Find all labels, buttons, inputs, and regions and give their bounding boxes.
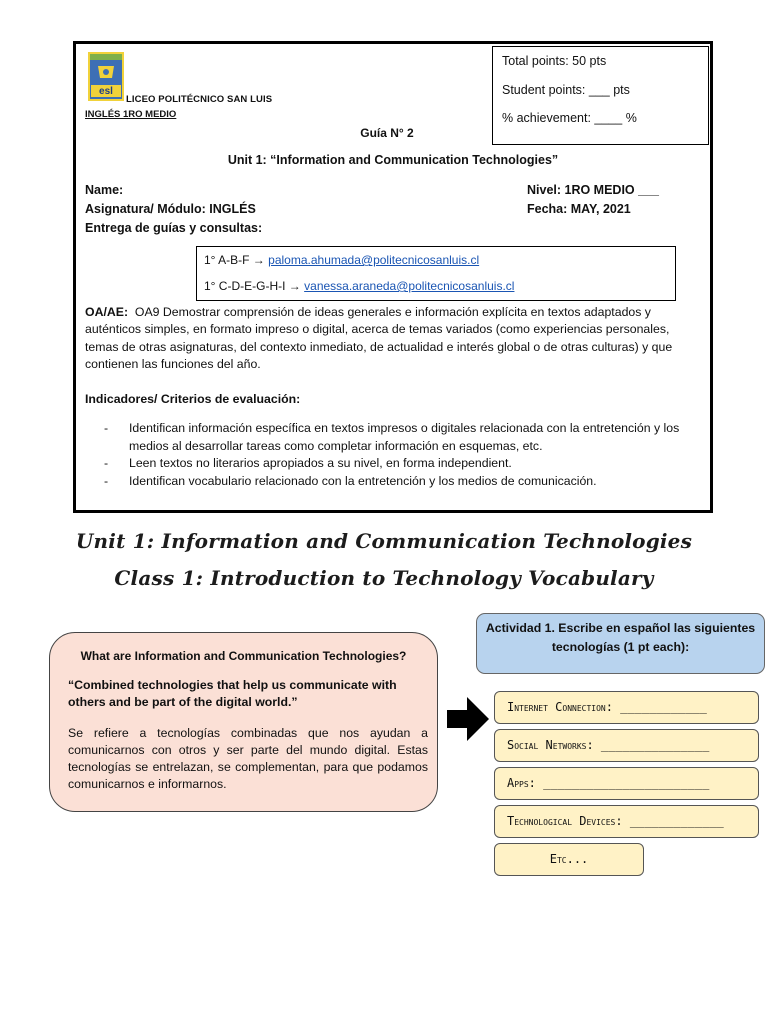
subject-field: Asignatura/ Módulo: INGLÉS [85,202,256,216]
unit-heading: Unit 1: “Information and Communication Technologies” [227,153,559,167]
email-link-paloma[interactable]: paloma.ahumada@politecnicosanluis.cl [268,253,480,267]
unit-script-title: Unit 1: Information and Communication Technologies [75,529,693,553]
contact-row [204,279,514,293]
list-item: - Identifican información específica en textos impresos o digitales relacionada con la entretención y los medios al desarrollar tareas como completar información en esquemas, etc. [104,420,704,455]
contact-groups: 1° C-D-E-G-H-I → [204,279,301,293]
ict-question: What are Information and Communication Technologies? [80,649,407,663]
learning-objective [85,304,700,373]
contact-groups: 1° A-B-F → [204,253,265,267]
vocab-internet-connection: Internet Connection: ____________ [494,691,759,724]
arrow-right-icon [447,697,489,741]
email-link-vanessa[interactable]: vanessa.araneda@politecnicosanluis.cl [304,279,515,293]
level-field: Nivel: 1RO MEDIO ___ [527,183,659,197]
achievement-percent: % achievement: ____ % [502,111,637,125]
indicators-list [104,420,704,490]
date-field: Fecha: MAY, 2021 [527,202,631,216]
contact-row [204,253,479,267]
vocab-apps: Apps: _______________________ [494,767,759,800]
objective-label: OA/AE: [85,305,129,319]
delivery-field: Entrega de guías y consultas: [85,221,263,235]
ict-quote: “Combined technologies that help us communicate with others and be part of the digital world.” [68,678,397,709]
vocab-etc: Etc... [494,843,644,876]
name-field: Name: [85,183,124,197]
student-points: Student points: ___ pts [502,83,630,97]
ict-description: Se refiere a tecnologías combinadas que nos ayudan a comunicarnos con otros y ser parte del mundo digital. Estas tecnologías se entrelazan, se complementan, para que podamos comunicarnos e informarnos. [68,726,428,791]
objective-text: OA9 Demostrar comprensión de ideas generales e información explícita en textos adaptados y auténticos simples, en formato impreso o digital, acerca de temas variados (como experiencias personales, temas de otras asignaturas, del contexto inmediato, de actualidad e interés global o de otras culturas) y que contienen las funciones del año. [85,305,673,371]
class-script-title: Class 1: Introduction to Technology Vocabulary [114,566,654,590]
indicators-title: Indicadores/ Criterios de evaluación: [85,392,301,406]
list-item: - Leen textos no literarios apropiados a su nivel, en forma independient. [104,455,704,473]
total-points: Total points: 50 pts [502,54,607,68]
logo-text: esl [99,86,113,97]
course-name: INGLÉS 1RO MEDIO [85,109,177,120]
list-item: - Identifican vocabulario relacionado con la entretención y los medios de comunicación. [104,473,704,491]
vocab-technological-devices: Technological Devices: _____________ [494,805,759,838]
school-name: LICEO POLITÉCNICO SAN LUIS [126,94,273,105]
contacts-box [196,246,676,301]
vocab-social-networks: Social Networks: _______________ [494,729,759,762]
guide-number: Guía N° 2 [360,126,414,140]
activity-instruction: Actividad 1. Escribe en español las siguientes tecnologías (1 pt each): [476,613,765,674]
